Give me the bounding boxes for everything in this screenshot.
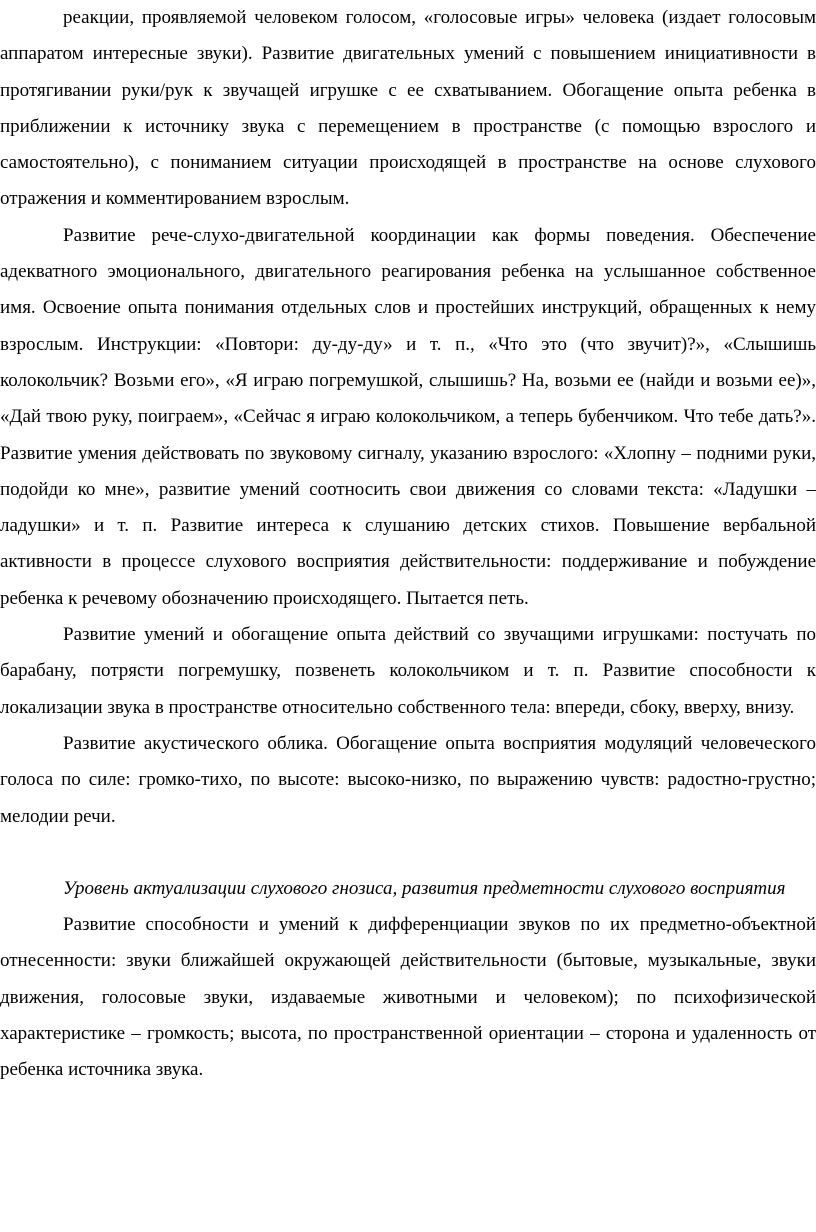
paragraph-speech-hearing-motor: Развитие рече-слухо-двигательной координации как формы поведения. Обеспечение адекватного эмоционального, двигательного реагирования ребенка на услышанное собственное имя. Освоение опыта понимания отдельных слов и простейших инструкций, обращенных к нему взрослым. Инструкции: «Повтори: ду-ду-ду» и т. п., «Что это (что звучит)?», «Слышишь колокольчик? Возьми его», «Я играю погремушкой, слышишь? На, возьми ее (найди и возьми ее)», «Дай твою руку, поиграем», «Сейчас я играю колокольчиком, а теперь бубенчиком. Что тебе дать?». Развитие умения действовать по звуковому сигналу, указанию взрослого: «Хлопну – подними руки, подойди ко мне», развитие умений соотносить свои движения со словами текста: «Ладушки – ладушки» и т. п. Развитие интереса к слушанию детских стихов. Повышение вербальной активности в процессе слухового восприятия действительности: поддерживание и побуждение ребенка к речевому обозначению происходящего. Пытается петь. — [0, 224, 816, 609]
paragraph-acoustic-image: Развитие акустического облика. Обогащение опыта восприятия модуляций человеческого голоса по силе: громко-тихо, по высоте: высоко-низко, по выражению чувств: радостно-грустно; мелодии речи. — [0, 732, 816, 827]
paragraph-voice-reactions: реакции, проявляемой человеком голосом, «голосовые игры» человека (издает голосовым аппаратом интересные звуки). Развитие двигательных умений с повышением инициативности в протягивании руки/рук к звучащей игрушке с ее схватыванием. Обогащение опыта ребенка в приближении к источнику звука с перемещением в пространстве (с помощью взрослого и самостоятельно), с пониманием ситуации происходящей в пространстве на основе слухового отражения и комментированием взрослым. — [0, 7, 816, 210]
section-heading-auditory-gnosis: Уровень актуализации слухового гнозиса, развития предметности слухового восприятия — [63, 877, 786, 899]
paragraph-sound-differentiation: Развитие способности и умений к дифференциации звуков по их предметно-объектной отнесенности: звуки ближайшей окружающей действительности (бытовые, музыкальные, звуки движения, голосовые звуки, издаваемые животными и человеком); по психофизической характеристике – громкость; высота, по пространственной ориентации – сторона и удаленность от ребенка источника звука. — [0, 914, 816, 1081]
spacer — [0, 835, 816, 871]
paragraph-sound-toys: Развитие умений и обогащение опыта действий со звучащими игрушками: постучать по барабану, потрясти погремушку, позвенеть колокольчиком и т. п. Развитие способности к локализации звука в пространстве относительно собственного тела: впереди, сбоку, вверху, внизу. — [0, 624, 816, 718]
